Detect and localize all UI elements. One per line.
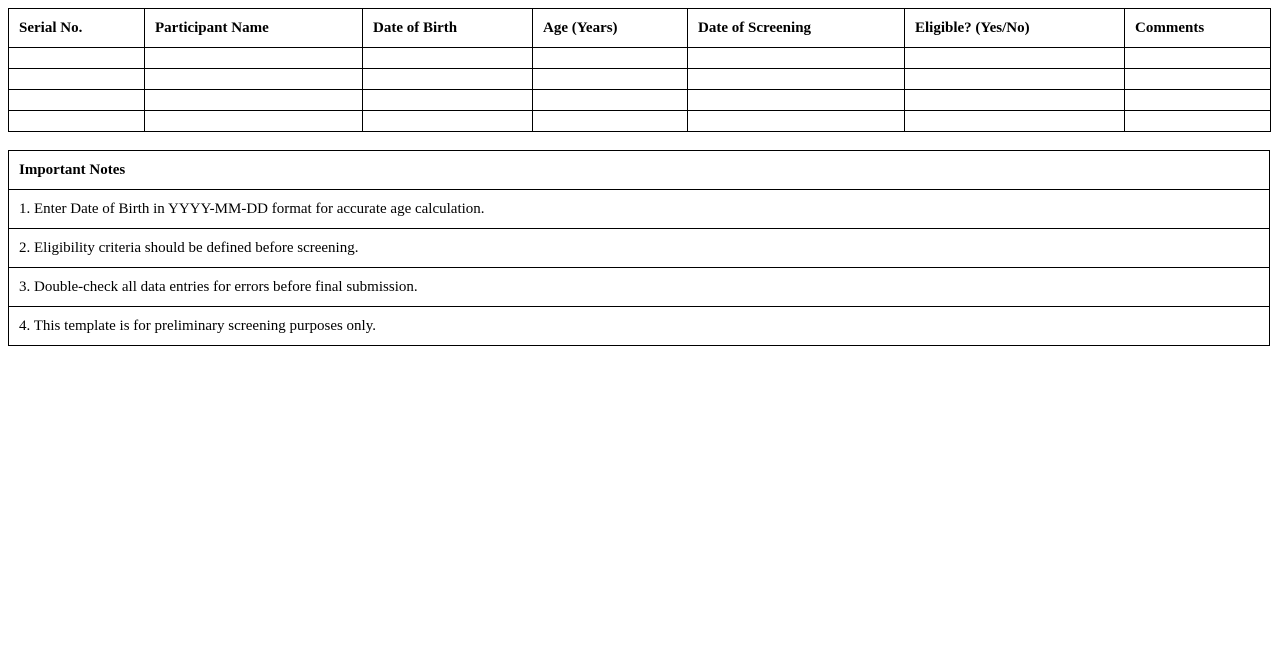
header-participant-name: Participant Name	[145, 9, 363, 48]
cell-age[interactable]	[533, 90, 688, 111]
note-row	[9, 268, 1270, 307]
note-item: 3. Double-check all data entries for errors before final submission.	[9, 268, 1270, 307]
header-date-of-screening: Date of Screening	[688, 9, 905, 48]
table-row	[9, 48, 1271, 69]
cell-date-of-screening[interactable]	[688, 90, 905, 111]
cell-age[interactable]	[533, 69, 688, 90]
cell-age[interactable]	[533, 111, 688, 132]
note-item: 1. Enter Date of Birth in YYYY-MM-DD format for accurate age calculation.	[9, 190, 1270, 229]
cell-comments[interactable]	[1125, 69, 1271, 90]
notes-header-row	[9, 151, 1270, 190]
cell-date-of-screening[interactable]	[688, 111, 905, 132]
cell-date-of-birth[interactable]	[363, 90, 533, 111]
cell-date-of-birth[interactable]	[363, 111, 533, 132]
screening-table	[8, 8, 1271, 132]
cell-eligible[interactable]	[905, 69, 1125, 90]
cell-participant-name[interactable]	[145, 69, 363, 90]
cell-date-of-screening[interactable]	[688, 48, 905, 69]
note-row	[9, 229, 1270, 268]
note-item: 2. Eligibility criteria should be defined before screening.	[9, 229, 1270, 268]
cell-serial-no[interactable]	[9, 69, 145, 90]
cell-date-of-birth[interactable]	[363, 48, 533, 69]
header-age: Age (Years)	[533, 9, 688, 48]
cell-eligible[interactable]	[905, 111, 1125, 132]
table-row	[9, 90, 1271, 111]
header-comments: Comments	[1125, 9, 1271, 48]
notes-table	[8, 150, 1270, 346]
table-row	[9, 69, 1271, 90]
notes-title: Important Notes	[9, 151, 1270, 190]
cell-participant-name[interactable]	[145, 90, 363, 111]
cell-participant-name[interactable]	[145, 48, 363, 69]
cell-comments[interactable]	[1125, 48, 1271, 69]
cell-comments[interactable]	[1125, 90, 1271, 111]
header-serial-no: Serial No.	[9, 9, 145, 48]
note-row	[9, 307, 1270, 346]
header-eligible: Eligible? (Yes/No)	[905, 9, 1125, 48]
note-row	[9, 190, 1270, 229]
cell-comments[interactable]	[1125, 111, 1271, 132]
cell-age[interactable]	[533, 48, 688, 69]
table-row	[9, 111, 1271, 132]
cell-serial-no[interactable]	[9, 90, 145, 111]
cell-serial-no[interactable]	[9, 111, 145, 132]
cell-participant-name[interactable]	[145, 111, 363, 132]
header-date-of-birth: Date of Birth	[363, 9, 533, 48]
cell-date-of-screening[interactable]	[688, 69, 905, 90]
cell-serial-no[interactable]	[9, 48, 145, 69]
note-item: 4. This template is for preliminary screening purposes only.	[9, 307, 1270, 346]
cell-eligible[interactable]	[905, 90, 1125, 111]
cell-eligible[interactable]	[905, 48, 1125, 69]
cell-date-of-birth[interactable]	[363, 69, 533, 90]
header-row	[9, 9, 1271, 48]
